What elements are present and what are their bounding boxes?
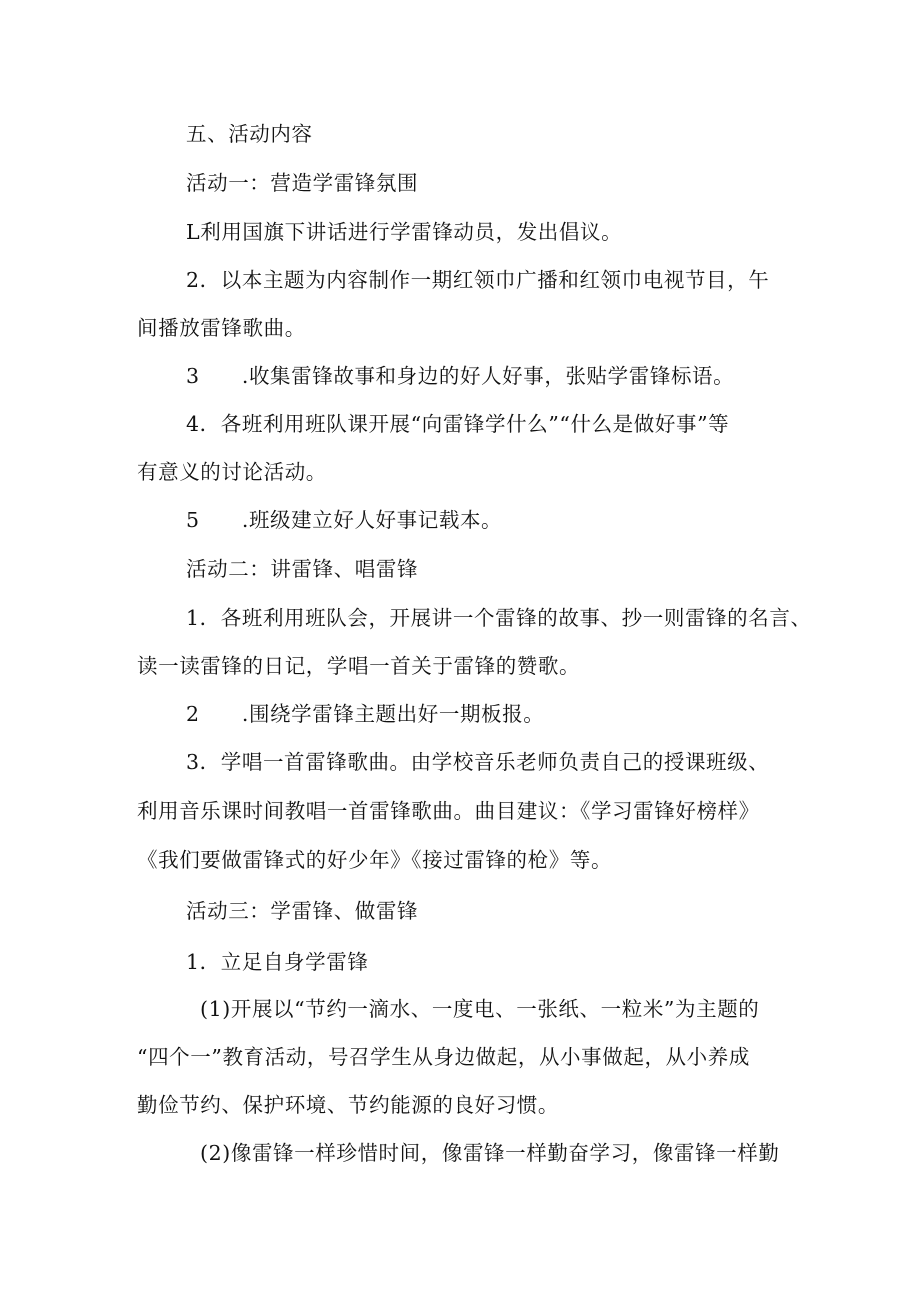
paragraph-line: 间播放雷锋歌曲。 <box>137 316 306 340</box>
paragraph-line: 1．各班利用班队会，开展讲一个雷锋的故事、抄一则雷锋的名言、 <box>186 606 812 630</box>
paragraph-line: “四个一”教育活动，号召学生从身边做起，从小事做起，从小养成 <box>137 1045 750 1069</box>
paragraph-line: (2)像雷锋一样珍惜时间，像雷锋一样勤奋学习，像雷锋一样勤 <box>200 1141 780 1165</box>
activity-heading: 活动三：学雷锋、做雷锋 <box>186 899 419 923</box>
paragraph-line: 利用音乐课时间教唱一首雷锋歌曲。曲目建议：《学习雷锋好榜样》 <box>137 799 760 823</box>
activity-heading: 活动二：讲雷锋、唱雷锋 <box>186 557 419 581</box>
paragraph-line: 3 .收集雷锋故事和身边的好人好事，张贴学雷锋标语。 <box>186 364 735 388</box>
paragraph-line: 2 .围绕学雷锋主题出好一期板报。 <box>186 702 545 726</box>
section-heading: 五、活动内容 <box>186 122 313 146</box>
paragraph-line: 读一读雷锋的日记，学唱一首关于雷锋的赞歌。 <box>137 654 581 678</box>
activity-heading: 活动一：营造学雷锋氛围 <box>186 171 419 195</box>
paragraph-line: 有意义的讨论活动。 <box>137 460 327 484</box>
paragraph-line: 2．以本主题为内容制作一期红领巾广播和红领巾电视节目，午 <box>186 268 770 292</box>
paragraph-line: 3．学唱一首雷锋歌曲。由学校音乐老师负责自己的授课班级、 <box>186 750 770 774</box>
paragraph-line: 1．立足自身学雷锋 <box>186 950 369 974</box>
paragraph-line: 4．各班利用班队课开展“向雷锋学什么”“什么是做好事”等 <box>186 412 730 436</box>
paragraph-line: 勤俭节约、保护环境、节约能源的良好习惯。 <box>137 1093 559 1117</box>
paragraph-line: L利用国旗下讲话进行学雷锋动员，发出倡议。 <box>186 220 623 244</box>
paragraph-line: (1)开展以“节约一滴水、一度电、一张纸、一粒米”为主题的 <box>200 997 760 1021</box>
paragraph-line: 《我们要做雷锋式的好少年》《接过雷锋的枪》等。 <box>137 848 613 872</box>
paragraph-line: 5 .班级建立好人好事记载本。 <box>186 508 503 532</box>
